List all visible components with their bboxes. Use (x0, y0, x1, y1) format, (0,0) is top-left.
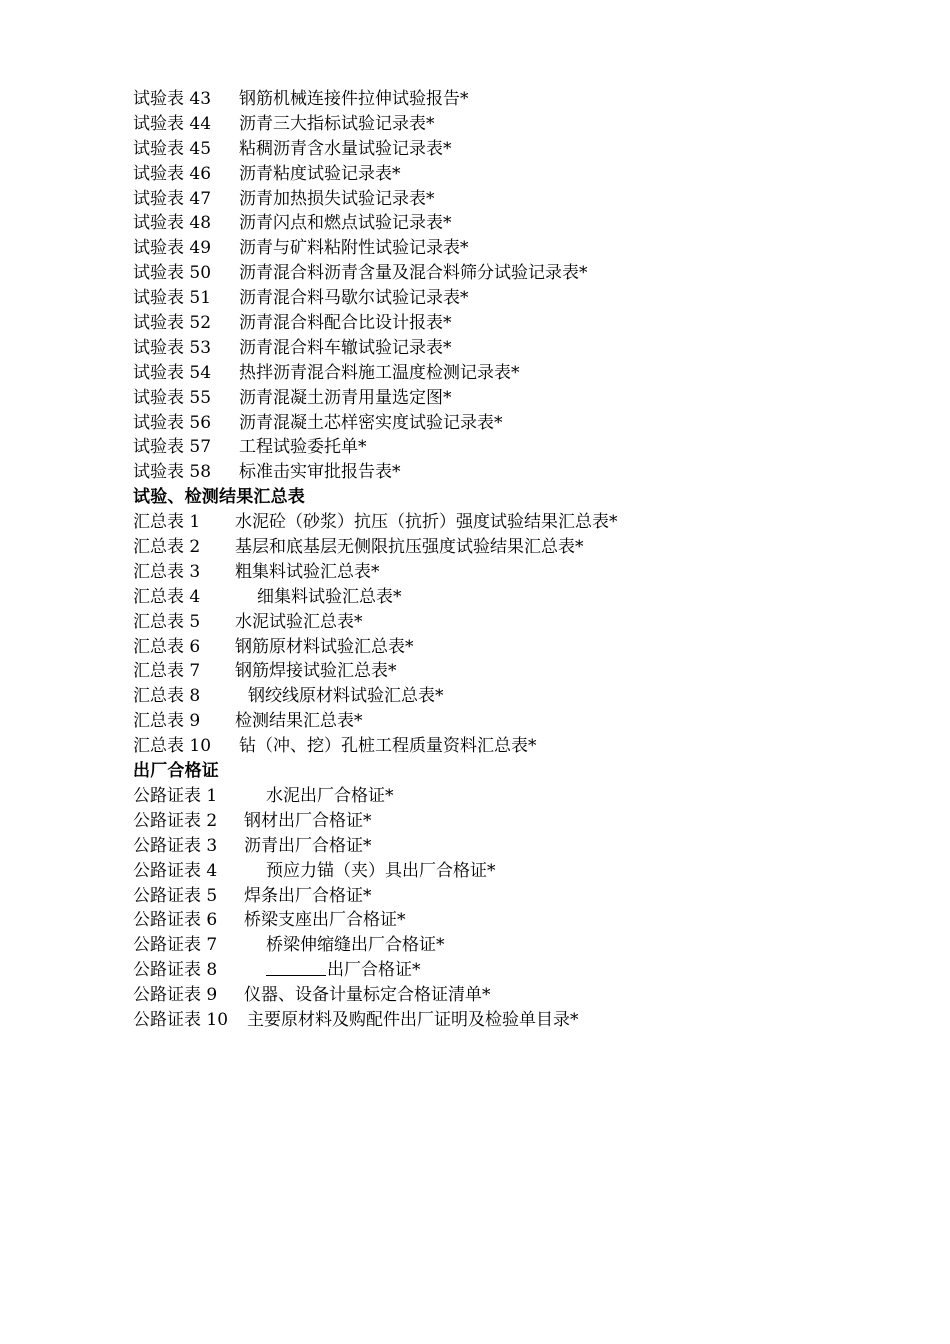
list-item (133, 535, 913, 560)
list-item (133, 958, 913, 983)
item-title: 桥梁伸缩缝出厂合格证* (266, 935, 445, 956)
list-item (133, 859, 913, 884)
item-code: 汇总表 10 (133, 736, 212, 757)
item-code: 试验表 56 (133, 412, 212, 433)
item-code: 汇总表 3 (133, 561, 201, 582)
item-title: 钢材出厂合格证* (244, 810, 372, 831)
list-item (133, 784, 913, 809)
item-title: 沥青与矿料粘附性试验记录表* (239, 238, 469, 259)
item-title: 钢筋机械连接件拉伸试验报告* (239, 89, 469, 109)
list-item (133, 884, 913, 909)
list-item (133, 510, 913, 535)
item-code: 汇总表 6 (133, 636, 201, 657)
item-code: 汇总表 2 (133, 537, 201, 558)
list-item (133, 112, 913, 137)
item-title: 沥青混合料车辙试验记录表* (239, 337, 452, 358)
fill-in-blank (266, 958, 326, 976)
document-page (133, 87, 913, 1033)
list-item (133, 87, 913, 112)
list-item (133, 983, 913, 1008)
item-title: 沥青三大指标试验记录表* (239, 113, 435, 134)
item-title: 钢绞线原材料试验汇总表* (248, 686, 444, 707)
item-code: 试验表 44 (133, 113, 212, 134)
item-title: 工程试验委托单* (239, 437, 367, 458)
list-item (133, 560, 913, 585)
summary-table-list (133, 510, 913, 759)
list-item (133, 734, 913, 759)
list-item (133, 635, 913, 660)
item-code: 公路证表 9 (133, 985, 218, 1006)
item-code: 试验表 52 (133, 313, 212, 334)
item-title: 沥青闪点和燃点试验记录表* (239, 213, 452, 234)
item-title: 沥青混合料马歇尔试验记录表* (239, 288, 469, 309)
list-item (133, 286, 913, 311)
item-code: 试验表 55 (133, 387, 212, 408)
item-title: 粗集料试验汇总表* (235, 561, 380, 582)
list-item (133, 162, 913, 187)
list-item (133, 236, 913, 261)
list-item (133, 361, 913, 386)
item-title: 预应力锚（夹）具出厂合格证* (266, 860, 496, 881)
list-item (133, 460, 913, 485)
item-title: 出厂合格证* (327, 960, 421, 981)
list-item (133, 809, 913, 834)
list-item (133, 137, 913, 162)
test-table-list (133, 87, 913, 485)
item-code: 汇总表 4 (133, 586, 201, 607)
item-code: 试验表 50 (133, 263, 212, 284)
list-item (133, 411, 913, 436)
item-title: 沥青混合料沥青含量及混合料筛分试验记录表* (239, 263, 588, 284)
item-code: 试验表 57 (133, 437, 212, 458)
item-title: 桥梁支座出厂合格证* (244, 910, 406, 931)
item-title: 细集料试验汇总表* (257, 586, 402, 607)
item-code: 公路证表 2 (133, 810, 218, 831)
item-title: 检测结果汇总表* (235, 711, 363, 732)
list-item (133, 684, 913, 709)
item-title: 沥青出厂合格证* (244, 835, 372, 856)
section-heading-certificates: 出厂合格证 (133, 761, 219, 782)
item-code: 汇总表 1 (133, 512, 201, 533)
item-code: 试验表 46 (133, 163, 212, 184)
list-item (133, 834, 913, 859)
item-code: 公路证表 4 (133, 860, 218, 881)
list-item (133, 336, 913, 361)
item-title-wrap (244, 958, 421, 983)
item-code: 试验表 43 (133, 89, 212, 109)
item-title: 基层和底基层无侧限抗压强度试验结果汇总表* (235, 537, 584, 558)
list-item (133, 435, 913, 460)
item-title: 焊条出厂合格证* (244, 885, 372, 906)
item-title: 粘稠沥青含水量试验记录表* (239, 138, 452, 159)
item-code: 汇总表 9 (133, 711, 201, 732)
list-item (133, 261, 913, 286)
list-item (133, 908, 913, 933)
list-item (133, 709, 913, 734)
list-item (133, 211, 913, 236)
item-title: 沥青混凝土沥青用量选定图* (239, 387, 452, 408)
item-title: 沥青加热损失试验记录表* (239, 188, 435, 209)
item-code: 试验表 58 (133, 462, 212, 483)
item-code: 试验表 51 (133, 288, 212, 309)
item-code: 公路证表 6 (133, 910, 218, 931)
section-heading-summary: 试验、检测结果汇总表 (133, 487, 305, 508)
item-code: 试验表 48 (133, 213, 212, 234)
list-item (133, 187, 913, 212)
item-code: 汇总表 5 (133, 611, 201, 632)
item-title: 主要原材料及购配件出厂证明及检验单目录* (247, 1009, 579, 1030)
list-item (133, 933, 913, 958)
item-title: 钢筋原材料试验汇总表* (235, 636, 414, 657)
item-title: 钻（冲、挖）孔桩工程质量资料汇总表* (239, 736, 537, 757)
item-code: 试验表 49 (133, 238, 212, 259)
item-title: 仪器、设备计量标定合格证清单* (244, 985, 491, 1006)
item-code: 公路证表 10 (133, 1009, 229, 1030)
item-code: 试验表 53 (133, 337, 212, 358)
item-title: 沥青混凝土芯样密实度试验记录表* (239, 412, 503, 433)
item-code: 公路证表 5 (133, 885, 218, 906)
item-code: 公路证表 7 (133, 935, 218, 956)
list-item (133, 659, 913, 684)
item-title: 水泥砼（砂浆）抗压（抗折）强度试验结果汇总表* (235, 512, 618, 533)
item-code: 公路证表 3 (133, 835, 218, 856)
item-title: 水泥出厂合格证* (266, 785, 394, 806)
item-code: 公路证表 8 (133, 960, 218, 981)
item-code: 汇总表 8 (133, 686, 201, 707)
certificate-table-list (133, 784, 913, 1033)
item-title: 沥青粘度试验记录表* (239, 163, 401, 184)
item-code: 公路证表 1 (133, 785, 218, 806)
list-item (133, 1008, 913, 1033)
item-title: 热拌沥青混合料施工温度检测记录表* (239, 362, 520, 383)
list-item (133, 585, 913, 610)
item-code: 试验表 54 (133, 362, 212, 383)
list-item (133, 311, 913, 336)
item-title: 标准击实审批报告表* (239, 462, 401, 483)
item-title: 沥青混合料配合比设计报表* (239, 313, 452, 334)
item-code: 汇总表 7 (133, 661, 201, 682)
list-item (133, 386, 913, 411)
item-title: 水泥试验汇总表* (235, 611, 363, 632)
item-title: 钢筋焊接试验汇总表* (235, 661, 397, 682)
list-item (133, 610, 913, 635)
item-code: 试验表 45 (133, 138, 212, 159)
item-code: 试验表 47 (133, 188, 212, 209)
